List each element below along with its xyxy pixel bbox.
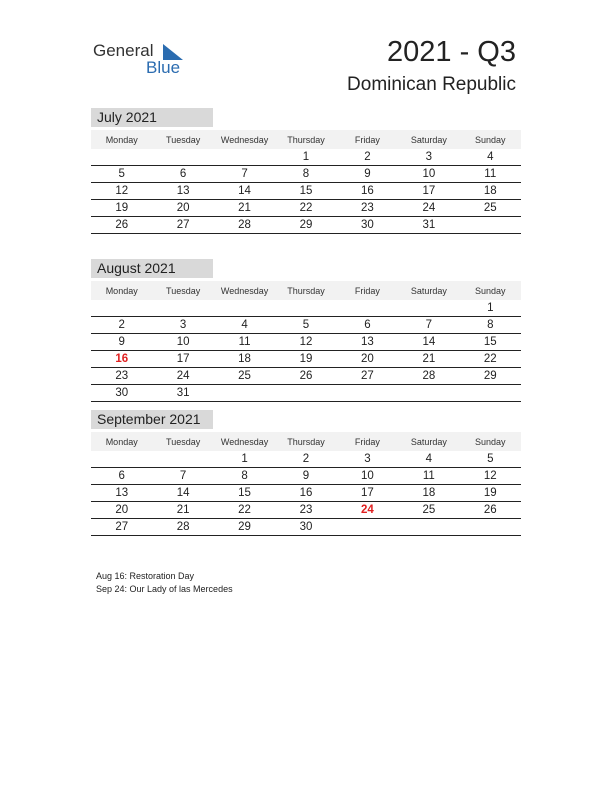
weekday-header [91, 432, 521, 451]
weekday-label: Sunday [475, 436, 506, 447]
day-cell: 13 [176, 185, 190, 197]
day-cell: 11 [238, 336, 251, 348]
weekday-label: Saturday [410, 134, 447, 145]
day-cell: 1 [302, 151, 310, 163]
week-row [91, 217, 521, 234]
day-cell: 26 [299, 370, 313, 382]
day-cell: 15 [238, 487, 251, 499]
week-row [91, 334, 521, 351]
day-cell: 11 [422, 470, 435, 482]
day-cell: 19 [299, 353, 313, 365]
day-cell [460, 232, 521, 233]
day-cell [91, 315, 152, 316]
day-cell [91, 466, 152, 467]
day-cell: 19 [483, 487, 497, 499]
month-label: August 2021 [91, 259, 213, 278]
day-cell: 22 [483, 353, 497, 365]
day-cell: 17 [361, 487, 374, 499]
day-cell: 27 [176, 219, 190, 231]
day-cell: 2 [364, 151, 371, 163]
holiday-note: Sep 24: Our Lady of las Mercedes [96, 583, 233, 594]
day-cell: 3 [179, 319, 187, 331]
day-cell: 6 [179, 168, 187, 180]
day-cell: 30 [361, 219, 374, 231]
day-cell [152, 466, 213, 467]
week-row [91, 385, 521, 402]
day-cell: 9 [364, 168, 371, 180]
week-row [91, 317, 521, 334]
day-cell: 7 [425, 319, 433, 331]
day-cell: 5 [118, 168, 125, 180]
day-cell: 4 [487, 151, 494, 163]
day-cell: 21 [238, 202, 251, 214]
day-cell: 21 [422, 353, 436, 365]
weekday-label: Monday [105, 285, 138, 296]
day-cell: 24 [176, 370, 190, 382]
month-grid [91, 149, 521, 234]
day-cell: 22 [238, 504, 251, 516]
day-cell: 18 [238, 353, 251, 365]
week-row [91, 183, 521, 200]
week-row [91, 451, 521, 468]
day-cell: 10 [361, 470, 374, 482]
day-cell: 27 [361, 370, 374, 382]
day-cell: 19 [115, 202, 129, 214]
month-label: July 2021 [91, 108, 213, 127]
day-cell: 29 [238, 521, 251, 533]
day-cell: 10 [422, 168, 436, 180]
month-label: September 2021 [91, 410, 213, 429]
day-cell: 12 [483, 470, 497, 482]
day-cell: 12 [299, 336, 313, 348]
day-cell: 16 [299, 487, 313, 499]
week-row [91, 368, 521, 385]
day-cell: 14 [238, 185, 251, 197]
day-cell [337, 534, 398, 535]
day-cell [214, 164, 275, 165]
day-cell: 30 [299, 521, 313, 533]
weekday-label: Wednesday [220, 436, 269, 447]
holiday-day-cell: 24 [361, 504, 374, 516]
day-cell [214, 400, 275, 401]
week-row [91, 200, 521, 217]
day-cell: 16 [361, 185, 374, 197]
day-cell: 3 [425, 151, 433, 163]
weekday-label: Saturday [410, 285, 447, 296]
day-cell: 26 [483, 504, 497, 516]
day-cell: 1 [487, 302, 494, 314]
month-grid [91, 451, 521, 536]
day-cell: 5 [487, 453, 494, 465]
week-row [91, 351, 521, 368]
weekday-label: Tuesday [166, 436, 201, 447]
day-cell: 29 [299, 219, 313, 231]
day-cell [460, 400, 521, 401]
weekday-label: Wednesday [220, 134, 269, 145]
day-cell: 7 [241, 168, 248, 180]
day-cell: 20 [176, 202, 190, 214]
logo [93, 41, 193, 81]
day-cell [275, 315, 336, 316]
weekday-label: Thursday [287, 285, 325, 296]
day-cell [152, 164, 213, 165]
day-cell [152, 315, 213, 316]
day-cell: 24 [422, 202, 436, 214]
weekday-header [91, 281, 521, 300]
day-cell: 29 [483, 370, 497, 382]
day-cell [337, 400, 398, 401]
month-july [91, 108, 521, 234]
day-cell [398, 534, 459, 535]
day-cell: 28 [176, 521, 190, 533]
day-cell [275, 400, 336, 401]
day-cell: 2 [302, 453, 310, 465]
weekday-label: Friday [354, 285, 380, 296]
day-cell: 23 [361, 202, 374, 214]
day-cell: 20 [115, 504, 129, 516]
day-cell: 17 [176, 353, 190, 365]
week-row [91, 468, 521, 485]
day-cell: 5 [302, 319, 310, 331]
day-cell: 13 [361, 336, 374, 348]
day-cell: 25 [238, 370, 251, 382]
day-cell: 12 [115, 185, 129, 197]
day-cell: 14 [176, 487, 190, 499]
day-cell: 27 [115, 521, 129, 533]
day-cell: 25 [483, 202, 497, 214]
day-cell: 14 [422, 336, 436, 348]
week-row [91, 166, 521, 183]
day-cell: 22 [299, 202, 313, 214]
holiday-notes [96, 570, 233, 595]
day-cell: 9 [118, 336, 125, 348]
holiday-note: Aug 16: Restoration Day [96, 571, 195, 581]
logo-general-text: General [93, 41, 154, 60]
month-august [91, 259, 521, 402]
day-cell: 26 [115, 219, 129, 231]
day-cell: 2 [118, 319, 125, 331]
day-cell: 25 [422, 504, 436, 516]
weekday-label: Monday [105, 134, 138, 145]
day-cell: 9 [302, 470, 310, 482]
day-cell: 31 [422, 219, 436, 231]
day-cell: 15 [299, 185, 313, 197]
page-title: 2021 - Q3 [387, 36, 516, 68]
day-cell: 28 [422, 370, 436, 382]
week-row [91, 519, 521, 536]
weekday-label: Friday [354, 436, 380, 447]
weekday-label: Saturday [410, 436, 447, 447]
holiday-day-cell: 16 [115, 353, 129, 365]
week-row [91, 485, 521, 502]
day-cell: 4 [241, 319, 248, 331]
day-cell [398, 315, 459, 316]
day-cell: 18 [483, 185, 497, 197]
day-cell: 17 [422, 185, 436, 197]
country-name: Dominican Republic [347, 74, 516, 95]
day-cell: 13 [115, 487, 129, 499]
weekday-label: Monday [105, 436, 138, 447]
day-cell [91, 164, 152, 165]
day-cell: 20 [361, 353, 374, 365]
day-cell: 18 [422, 487, 436, 499]
weekday-label: Thursday [287, 134, 325, 145]
day-cell [337, 315, 398, 316]
week-row [91, 300, 521, 317]
weekday-label: Wednesday [220, 285, 269, 296]
day-cell: 3 [364, 453, 371, 465]
day-cell: 11 [484, 168, 497, 180]
day-cell: 28 [238, 219, 251, 231]
day-cell: 4 [425, 453, 433, 465]
day-cell [460, 534, 521, 535]
day-cell: 30 [115, 387, 129, 399]
weekday-header [91, 130, 521, 149]
weekday-label: Sunday [475, 285, 506, 296]
weekday-label: Tuesday [166, 134, 201, 145]
day-cell: 23 [299, 504, 313, 516]
day-cell: 7 [179, 470, 187, 482]
day-cell: 8 [487, 319, 494, 331]
day-cell [398, 400, 459, 401]
logo-blue-text: Blue [146, 58, 181, 77]
month-september [91, 410, 521, 536]
week-row [91, 502, 521, 519]
week-row [91, 149, 521, 166]
day-cell: 1 [241, 453, 248, 465]
day-cell: 21 [176, 504, 190, 516]
weekday-label: Friday [354, 134, 380, 145]
day-cell: 8 [241, 470, 248, 482]
weekday-label: Thursday [287, 436, 325, 447]
day-cell [214, 315, 275, 316]
month-grid [91, 300, 521, 402]
day-cell: 6 [364, 319, 371, 331]
weekday-label: Tuesday [166, 285, 201, 296]
day-cell: 31 [176, 387, 190, 399]
day-cell: 8 [302, 168, 310, 180]
day-cell: 15 [483, 336, 497, 348]
weekday-label: Sunday [475, 134, 506, 145]
day-cell: 23 [115, 370, 129, 382]
day-cell: 10 [176, 336, 190, 348]
day-cell: 6 [118, 470, 125, 482]
